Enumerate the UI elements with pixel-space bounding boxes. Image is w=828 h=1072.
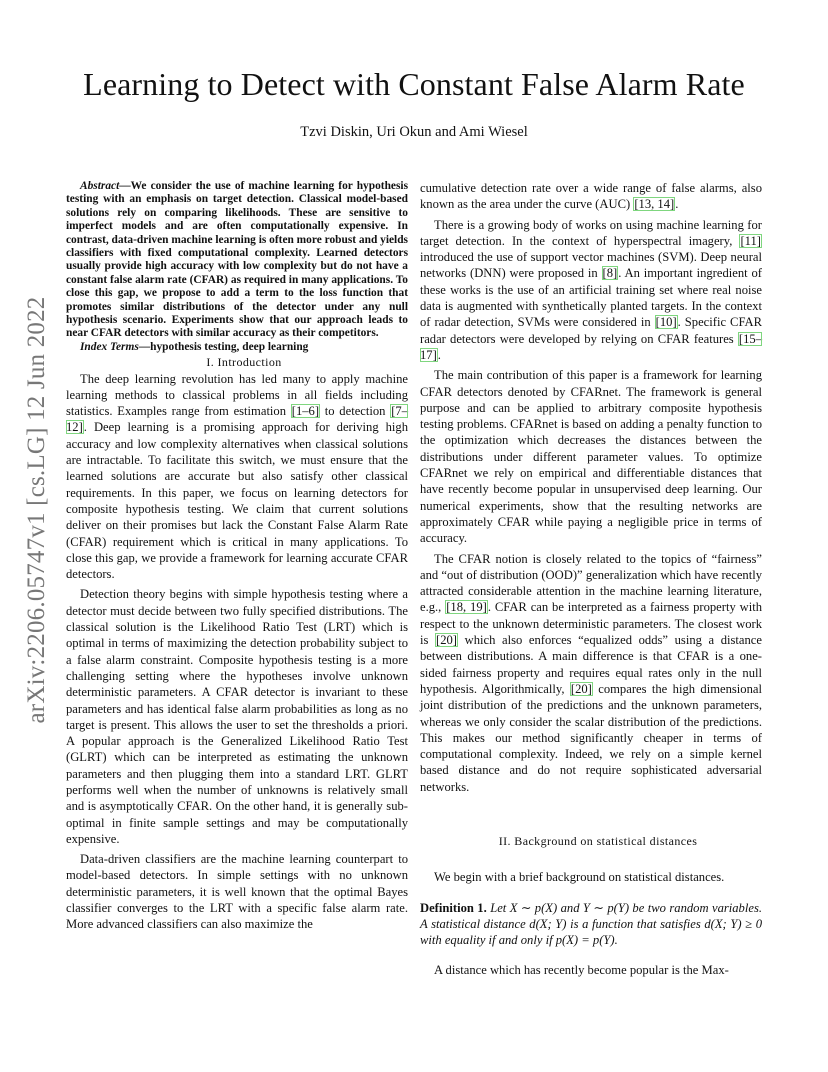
definition-label: Definition 1. (420, 900, 487, 915)
citation-link[interactable]: [15–17] (420, 331, 762, 362)
section-heading-introduction: I. Introduction (206, 355, 282, 370)
right-column (420, 180, 762, 979)
index-terms-label: Index Terms (80, 340, 139, 353)
citation-link[interactable]: [18, 19] (446, 600, 487, 615)
citation-link[interactable]: [10] (655, 315, 677, 330)
section-heading-background: II. Background on statistical distances (498, 833, 698, 848)
citation-link[interactable]: [20] (436, 633, 457, 648)
citation-link[interactable]: [11] (740, 233, 761, 248)
paragraph: The main contribution of this paper is a framework for learning CFAR detectors denoted by CFARnet. The framework is general purpose and can be applied to arbitrary composite hypothesis testing problems. CFARnet is based on adding a penalty function to the optimization which decreases the distances between the distributions under different parameter values. To optimize CFARnet we rely on empirical and differentiable distances that have recently become popular in unsupervised deep learning. Our numerical experiments, show that the resulting networks are approximately CFAR while paying a negligible price in terms of accuracy. (420, 368, 762, 546)
abstract (66, 180, 408, 341)
paragraph: Data-driven classifiers are the machine learning counterpart to model-based detectors. In simple settings with no unknown deterministic parameters, it is well known that the optimal Bayes classifier converges to the LRT with a specific false alarm rate. More advanced classifiers can also maximize the (66, 852, 408, 932)
citation-link[interactable]: [13, 14] (634, 197, 675, 212)
index-terms (66, 341, 408, 354)
abstract-text: —We consider the use of machine learning for hypothesis testing with an emphasis on target detection. Classical model-based solutions rely on comparing likelihoods. These are sensitive to imperfect models and are often computationally expensive. In contrast, data-driven machine learning is often more robust and yields classifiers with fixed computational complexity. Learned detectors usually provide high accuracy with low complexity but do not have a constant false alarm rate (CFAR) as required in many applications. To close this gap, we propose to add a term to the loss function that promotes similar distributions of the detector under any null hypothesis scenario. Experiments show that our approach leads to near CFAR detectors with similar accuracy as their competitors. (66, 180, 408, 340)
citation-link[interactable]: [1–6] (291, 404, 320, 419)
paragraph: We begin with a brief background on statistical distances. (434, 870, 725, 885)
paragraph: The CFAR notion is closely related to the topics of “fairness” and “out of distribution (OOD)” generalization which have recently attracted considerable attention in the machine learning literature, e.g., [18, 19]. CFAR can be interpreted as a fairness property with respect to the unknown deterministic parameters. The closest work is [20] which also enforces “equalized odds” using a distance between distributions. A main difference is that CFAR is a one-sided fairness property and requires equal rates only in the null hypothesis. Algorithmically, [20] compares the high dimensional joint distribution of the predictions and the unknown parameters, whereas we only consider the scalar distribution of the predictions. This makes our method significantly cheaper in terms of computational complexity. Indeed, we rely on a simple kernel based distance and do not require sophisticated adversarial networks. (420, 551, 763, 794)
definition-text: Let X ∼ p(X) and Y ∼ p(Y) be two random variables. A statistical distance d(X; Y) is a function that satisfies d(X; Y) ≥ 0 with equality if and only if p(X) = p(Y). (420, 900, 762, 948)
citation-link[interactable]: [7–12] (66, 404, 408, 435)
paper-title: Learning to Detect with Constant False Alarm Rate (83, 66, 745, 102)
arxiv-side-label: arXiv:2206.05747v1 [cs.LG] 12 Jun 2022 (23, 296, 50, 724)
citation-link[interactable]: [20] (570, 681, 592, 696)
paper-authors: Tzvi Diskin, Uri Okun and Ami Wiesel (300, 124, 528, 140)
paragraph: There is a growing body of works on using machine learning for target detection. In the context of hyperspectral imagery, [11] introduced the use of support vector machines (SVM). Deep neural networks (DNN) were proposed in [8]. An important ingredient of these works is the use of an artificial training set where real noise data is augmented with synthetically planted targets. In the context of radar detection, SVMs were considered in [10]. Specific CFAR radar detectors were developed by relying on CFAR features [15–17]. (420, 217, 763, 362)
abstract-label: Abstract (80, 180, 120, 192)
paragraph: Detection theory begins with simple hypothesis testing where a detector must decide between two fully specified distributions. The classical solution is the Likelihood Ratio Test (LRT) which is optimal in terms of maximizing the detection probability subject to a false alarm constraint. Composite hypothesis testing is a more challenging setting where the hypotheses involve unknown deterministic parameters. A CFAR detector is invariant to these parameters and has identical false alarm probabilities as long as no target is present. This allows the user to set the thresholds a priori. A popular approach is the Generalized Likelihood Ratio Test (GLRT) which can be interpreted as estimating the unknown parameters and then plugging them into a standard LRT. GLRT performs well when the number of unknowns is relatively small and is asymptotically CFAR. On the other hand, it is generally sub-optimal in finite sample settings and may be computationally expensive. (66, 587, 408, 846)
paragraph: A distance which has recently become popular is the Max- (434, 963, 729, 978)
paragraph: cumulative detection rate over a wide range of false alarms, also known as the area under the curve (AUC) [13, 14]. (420, 181, 762, 212)
definition (420, 900, 762, 949)
left-column (66, 180, 408, 933)
index-terms-text: —hypothesis testing, deep learning (138, 340, 309, 353)
citation-link[interactable]: [8] (602, 266, 618, 281)
paragraph: The deep learning revolution has led many to apply machine learning methods to classical problems in all fields including statistics. Examples range from estimation [1–6] to detection [7–12]. Deep learning is a promising approach for deriving high accuracy and low complexity alternatives when classical solutions are intractable. To facilitate this switch, we must ensure that the learned solutions are accurate but also satisfy other classical requirements. In this paper, we focus on learning detectors for composite hypothesis testing. We claim that current solutions deliver on their promises but lack the Constant False Alarm Rate (CFAR) requirement which is critical in many applications. To close this gap, we provide a framework for learning accurate CFAR detectors. (66, 371, 408, 582)
